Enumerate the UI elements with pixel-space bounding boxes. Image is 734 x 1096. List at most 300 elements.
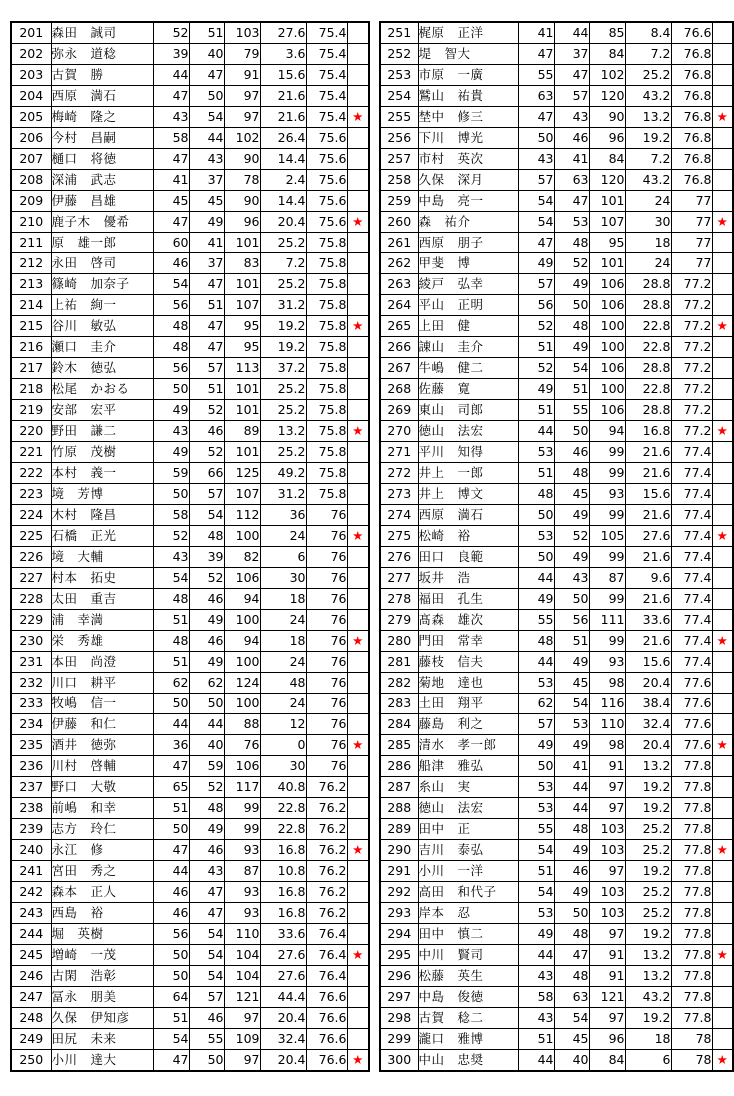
rank-number: 300 xyxy=(380,1049,418,1070)
score-a: 56 xyxy=(153,295,189,316)
table-row xyxy=(380,567,733,588)
table-row xyxy=(11,546,369,567)
score-total: 85 xyxy=(589,22,625,43)
score-a: 51 xyxy=(518,337,554,358)
score-deviation: 24 xyxy=(260,693,306,714)
star-mark: ★ xyxy=(347,316,369,337)
star-mark xyxy=(347,882,369,903)
score-a: 58 xyxy=(518,986,554,1007)
score-a: 43 xyxy=(518,965,554,986)
score-a: 50 xyxy=(518,546,554,567)
score-b: 41 xyxy=(189,232,224,253)
rank-number: 220 xyxy=(11,421,51,442)
score-deviation: 43.2 xyxy=(625,169,671,190)
score-deviation: 20.4 xyxy=(625,672,671,693)
score-total: 110 xyxy=(224,923,260,944)
person-name: 井上 一郎 xyxy=(418,463,518,484)
score-final: 75.6 xyxy=(306,169,347,190)
score-deviation: 25.2 xyxy=(625,903,671,924)
rank-number: 258 xyxy=(380,169,418,190)
person-name: 田口 良範 xyxy=(418,546,518,567)
star-mark xyxy=(712,798,733,819)
person-name: 田中 正 xyxy=(418,819,518,840)
score-total: 96 xyxy=(224,211,260,232)
table-row xyxy=(11,483,369,504)
table-row xyxy=(380,672,733,693)
score-a: 53 xyxy=(518,672,554,693)
score-a: 47 xyxy=(153,148,189,169)
star-mark xyxy=(712,609,733,630)
rank-number: 266 xyxy=(380,337,418,358)
score-total: 98 xyxy=(589,735,625,756)
rank-number: 242 xyxy=(11,882,51,903)
rank-number: 235 xyxy=(11,735,51,756)
table-row xyxy=(11,127,369,148)
score-deviation: 25.2 xyxy=(625,882,671,903)
score-deviation: 25.2 xyxy=(260,379,306,400)
table-row xyxy=(380,106,733,127)
rank-number: 234 xyxy=(11,714,51,735)
score-b: 46 xyxy=(189,630,224,651)
score-deviation: 19.2 xyxy=(260,337,306,358)
score-total: 101 xyxy=(224,400,260,421)
table-row xyxy=(11,714,369,735)
score-a: 48 xyxy=(153,316,189,337)
score-deviation: 7.2 xyxy=(625,148,671,169)
table-row xyxy=(380,421,733,442)
score-final: 76.6 xyxy=(306,1007,347,1028)
score-final: 77.4 xyxy=(671,651,712,672)
score-deviation: 25.2 xyxy=(260,232,306,253)
table-row xyxy=(380,148,733,169)
rank-number: 290 xyxy=(380,840,418,861)
score-total: 91 xyxy=(224,64,260,85)
star-mark xyxy=(712,651,733,672)
score-deviation: 24 xyxy=(260,651,306,672)
score-a: 65 xyxy=(153,777,189,798)
score-a: 54 xyxy=(518,211,554,232)
score-total: 121 xyxy=(224,986,260,1007)
score-a: 53 xyxy=(518,442,554,463)
star-mark xyxy=(712,148,733,169)
table-row xyxy=(380,546,733,567)
score-total: 94 xyxy=(224,588,260,609)
score-total: 97 xyxy=(224,106,260,127)
score-total: 102 xyxy=(589,64,625,85)
score-a: 55 xyxy=(518,819,554,840)
table-row xyxy=(11,106,369,127)
score-deviation: 24 xyxy=(260,609,306,630)
table-row xyxy=(380,986,733,1007)
table-row xyxy=(380,609,733,630)
score-total: 89 xyxy=(224,421,260,442)
score-b: 46 xyxy=(189,840,224,861)
score-final: 77.4 xyxy=(671,546,712,567)
score-final: 76 xyxy=(306,546,347,567)
score-a: 49 xyxy=(518,253,554,274)
score-final: 77.4 xyxy=(671,609,712,630)
person-name: 田尻 未来 xyxy=(51,1028,153,1049)
rank-number: 294 xyxy=(380,923,418,944)
score-total: 90 xyxy=(224,190,260,211)
score-b: 43 xyxy=(554,106,589,127)
score-deviation: 13.2 xyxy=(625,944,671,965)
star-mark xyxy=(712,986,733,1007)
rank-number: 232 xyxy=(11,672,51,693)
score-total: 96 xyxy=(589,127,625,148)
score-total: 107 xyxy=(224,483,260,504)
rank-number: 286 xyxy=(380,756,418,777)
rank-number: 225 xyxy=(11,525,51,546)
person-name: 上田 健 xyxy=(418,316,518,337)
score-b: 49 xyxy=(189,609,224,630)
person-name: 埜中 修三 xyxy=(418,106,518,127)
table-row xyxy=(380,442,733,463)
table-row xyxy=(380,127,733,148)
star-mark xyxy=(347,190,369,211)
star-mark xyxy=(712,882,733,903)
score-final: 75.8 xyxy=(306,421,347,442)
score-final: 77.8 xyxy=(671,1007,712,1028)
person-name: 綾戸 弘幸 xyxy=(418,274,518,295)
star-mark xyxy=(712,463,733,484)
person-name: 瀧口 雅博 xyxy=(418,1028,518,1049)
person-name: 佐藤 寛 xyxy=(418,379,518,400)
score-b: 37 xyxy=(189,253,224,274)
score-a: 46 xyxy=(153,882,189,903)
score-b: 46 xyxy=(189,421,224,442)
person-name: 糸山 実 xyxy=(418,777,518,798)
score-deviation: 15.6 xyxy=(260,64,306,85)
ranking-table-left-body xyxy=(11,22,369,1071)
person-name: 伊藤 和仁 xyxy=(51,714,153,735)
score-b: 55 xyxy=(554,400,589,421)
score-final: 77.2 xyxy=(671,421,712,442)
score-final: 75.8 xyxy=(306,358,347,379)
person-name: 岸本 忍 xyxy=(418,903,518,924)
score-final: 76.6 xyxy=(306,1049,347,1070)
star-mark xyxy=(347,127,369,148)
score-total: 109 xyxy=(224,1028,260,1049)
rank-number: 280 xyxy=(380,630,418,651)
score-final: 77 xyxy=(671,253,712,274)
score-a: 51 xyxy=(518,1028,554,1049)
star-mark xyxy=(347,232,369,253)
score-deviation: 16.8 xyxy=(625,421,671,442)
star-mark xyxy=(347,1007,369,1028)
score-final: 77.6 xyxy=(671,735,712,756)
score-b: 51 xyxy=(189,295,224,316)
score-a: 47 xyxy=(153,85,189,106)
score-a: 47 xyxy=(153,211,189,232)
star-mark xyxy=(347,295,369,316)
score-a: 49 xyxy=(153,400,189,421)
score-b: 52 xyxy=(189,567,224,588)
score-deviation: 44.4 xyxy=(260,986,306,1007)
score-a: 44 xyxy=(518,1049,554,1070)
person-name: 市原 一廣 xyxy=(418,64,518,85)
score-b: 52 xyxy=(189,777,224,798)
score-a: 45 xyxy=(153,190,189,211)
score-deviation: 25.2 xyxy=(625,64,671,85)
score-a: 47 xyxy=(518,106,554,127)
score-b: 57 xyxy=(189,986,224,1007)
person-name: 酒井 徳弥 xyxy=(51,735,153,756)
score-total: 90 xyxy=(589,106,625,127)
table-row xyxy=(11,232,369,253)
score-final: 77.2 xyxy=(671,400,712,421)
score-a: 50 xyxy=(153,483,189,504)
score-total: 76 xyxy=(224,735,260,756)
table-row xyxy=(380,295,733,316)
person-name: 坂井 浩 xyxy=(418,567,518,588)
table-row xyxy=(11,337,369,358)
rank-number: 217 xyxy=(11,358,51,379)
score-final: 77.8 xyxy=(671,986,712,1007)
score-total: 97 xyxy=(589,777,625,798)
person-name: 西原 満石 xyxy=(51,85,153,106)
rank-number: 295 xyxy=(380,944,418,965)
star-mark xyxy=(347,672,369,693)
rank-number: 283 xyxy=(380,693,418,714)
star-mark xyxy=(347,64,369,85)
score-a: 54 xyxy=(518,882,554,903)
score-final: 76.8 xyxy=(671,148,712,169)
score-a: 55 xyxy=(518,609,554,630)
star-mark xyxy=(712,400,733,421)
score-total: 94 xyxy=(224,630,260,651)
rank-number: 207 xyxy=(11,148,51,169)
score-total: 84 xyxy=(589,148,625,169)
person-name: 川口 耕平 xyxy=(51,672,153,693)
star-mark xyxy=(347,861,369,882)
table-row xyxy=(11,882,369,903)
score-b: 54 xyxy=(554,693,589,714)
score-b: 52 xyxy=(554,525,589,546)
score-total: 104 xyxy=(224,944,260,965)
score-total: 79 xyxy=(224,43,260,64)
person-name: 浦 幸満 xyxy=(51,609,153,630)
score-b: 39 xyxy=(189,546,224,567)
score-a: 50 xyxy=(518,504,554,525)
score-final: 76.6 xyxy=(306,986,347,1007)
score-a: 43 xyxy=(153,106,189,127)
score-final: 78 xyxy=(671,1028,712,1049)
score-final: 76.8 xyxy=(671,85,712,106)
score-total: 105 xyxy=(589,525,625,546)
score-b: 47 xyxy=(189,274,224,295)
star-mark xyxy=(347,337,369,358)
score-final: 76.2 xyxy=(306,819,347,840)
score-a: 57 xyxy=(518,169,554,190)
ranking-table-left xyxy=(10,21,370,1072)
score-b: 54 xyxy=(189,944,224,965)
score-deviation: 21.6 xyxy=(625,504,671,525)
score-deviation: 31.2 xyxy=(260,483,306,504)
score-deviation: 21.6 xyxy=(260,85,306,106)
rank-number: 204 xyxy=(11,85,51,106)
person-name: 鷲山 祐貴 xyxy=(418,85,518,106)
star-mark xyxy=(347,693,369,714)
table-row xyxy=(380,1049,733,1070)
score-final: 77.8 xyxy=(671,882,712,903)
score-final: 76.4 xyxy=(306,923,347,944)
table-row xyxy=(11,148,369,169)
score-a: 53 xyxy=(518,798,554,819)
score-deviation: 24 xyxy=(625,253,671,274)
table-row xyxy=(11,43,369,64)
table-row xyxy=(380,923,733,944)
score-total: 100 xyxy=(224,651,260,672)
score-final: 77.4 xyxy=(671,630,712,651)
star-mark xyxy=(347,22,369,43)
person-name: 平川 知得 xyxy=(418,442,518,463)
rank-number: 202 xyxy=(11,43,51,64)
table-row xyxy=(11,421,369,442)
rank-number: 270 xyxy=(380,421,418,442)
star-mark xyxy=(712,965,733,986)
score-deviation: 40.8 xyxy=(260,777,306,798)
score-total: 98 xyxy=(589,672,625,693)
score-deviation: 21.6 xyxy=(625,442,671,463)
score-deviation: 13.2 xyxy=(625,106,671,127)
rank-number: 293 xyxy=(380,903,418,924)
person-name: 下川 博光 xyxy=(418,127,518,148)
table-row xyxy=(11,22,369,43)
person-name: 森本 正人 xyxy=(51,882,153,903)
table-row xyxy=(380,211,733,232)
score-b: 46 xyxy=(554,442,589,463)
star-mark xyxy=(347,85,369,106)
person-name: 藤枝 信夫 xyxy=(418,651,518,672)
person-name: 篠崎 加奈子 xyxy=(51,274,153,295)
rank-number: 276 xyxy=(380,546,418,567)
score-total: 103 xyxy=(589,819,625,840)
score-deviation: 16.8 xyxy=(260,882,306,903)
score-final: 75.6 xyxy=(306,127,347,148)
score-b: 44 xyxy=(554,777,589,798)
score-b: 47 xyxy=(189,903,224,924)
person-name: 宮田 秀之 xyxy=(51,861,153,882)
score-b: 56 xyxy=(554,609,589,630)
score-deviation: 25.2 xyxy=(625,819,671,840)
star-mark xyxy=(347,1028,369,1049)
score-a: 47 xyxy=(153,840,189,861)
table-row xyxy=(380,274,733,295)
score-deviation: 25.2 xyxy=(260,400,306,421)
score-total: 106 xyxy=(589,358,625,379)
star-mark xyxy=(347,43,369,64)
table-row xyxy=(380,861,733,882)
score-b: 37 xyxy=(554,43,589,64)
score-deviation: 13.2 xyxy=(260,421,306,442)
score-deviation: 13.2 xyxy=(625,756,671,777)
score-a: 50 xyxy=(153,819,189,840)
score-b: 43 xyxy=(189,861,224,882)
rank-number: 219 xyxy=(11,400,51,421)
score-final: 75.8 xyxy=(306,253,347,274)
rank-number: 240 xyxy=(11,840,51,861)
score-total: 95 xyxy=(224,316,260,337)
score-deviation: 19.2 xyxy=(625,127,671,148)
score-a: 51 xyxy=(153,651,189,672)
score-final: 76 xyxy=(306,651,347,672)
person-name: 木村 隆昌 xyxy=(51,504,153,525)
rank-number: 264 xyxy=(380,295,418,316)
person-name: 田中 慎二 xyxy=(418,923,518,944)
score-b: 47 xyxy=(189,64,224,85)
person-name: 高田 和代子 xyxy=(418,882,518,903)
star-mark xyxy=(712,274,733,295)
score-b: 49 xyxy=(189,651,224,672)
score-a: 41 xyxy=(518,22,554,43)
person-name: 久保 深月 xyxy=(418,169,518,190)
score-a: 47 xyxy=(153,1049,189,1070)
score-deviation: 8.4 xyxy=(625,22,671,43)
score-total: 97 xyxy=(589,798,625,819)
rank-number: 227 xyxy=(11,567,51,588)
table-row xyxy=(380,64,733,85)
table-row xyxy=(11,442,369,463)
table-row xyxy=(11,504,369,525)
score-final: 77.4 xyxy=(671,442,712,463)
star-mark: ★ xyxy=(712,316,733,337)
table-row xyxy=(11,965,369,986)
score-a: 57 xyxy=(518,714,554,735)
star-mark xyxy=(712,567,733,588)
star-mark xyxy=(712,1028,733,1049)
table-row xyxy=(380,965,733,986)
score-a: 56 xyxy=(153,923,189,944)
score-final: 77.8 xyxy=(671,798,712,819)
person-name: 松崎 裕 xyxy=(418,525,518,546)
score-total: 87 xyxy=(589,567,625,588)
star-mark xyxy=(347,504,369,525)
score-a: 50 xyxy=(153,693,189,714)
score-a: 62 xyxy=(518,693,554,714)
table-row xyxy=(11,211,369,232)
score-b: 54 xyxy=(189,965,224,986)
score-b: 49 xyxy=(554,840,589,861)
score-total: 107 xyxy=(224,295,260,316)
person-name: 平山 正明 xyxy=(418,295,518,316)
score-deviation: 49.2 xyxy=(260,463,306,484)
table-row xyxy=(11,295,369,316)
score-b: 49 xyxy=(189,819,224,840)
person-name: 久保 伊知彦 xyxy=(51,1007,153,1028)
score-deviation: 0 xyxy=(260,735,306,756)
score-final: 76.4 xyxy=(306,965,347,986)
score-final: 76 xyxy=(306,693,347,714)
score-final: 77 xyxy=(671,211,712,232)
score-total: 103 xyxy=(589,882,625,903)
score-b: 54 xyxy=(189,106,224,127)
score-final: 76.8 xyxy=(671,64,712,85)
score-deviation: 28.8 xyxy=(625,400,671,421)
score-a: 64 xyxy=(153,986,189,1007)
score-a: 54 xyxy=(153,567,189,588)
score-total: 102 xyxy=(224,127,260,148)
score-a: 49 xyxy=(518,588,554,609)
score-deviation: 32.4 xyxy=(260,1028,306,1049)
score-b: 50 xyxy=(189,1049,224,1070)
table-row xyxy=(11,630,369,651)
score-b: 47 xyxy=(554,190,589,211)
table-row xyxy=(380,777,733,798)
score-final: 77.8 xyxy=(671,944,712,965)
score-a: 51 xyxy=(518,861,554,882)
score-final: 76.2 xyxy=(306,861,347,882)
